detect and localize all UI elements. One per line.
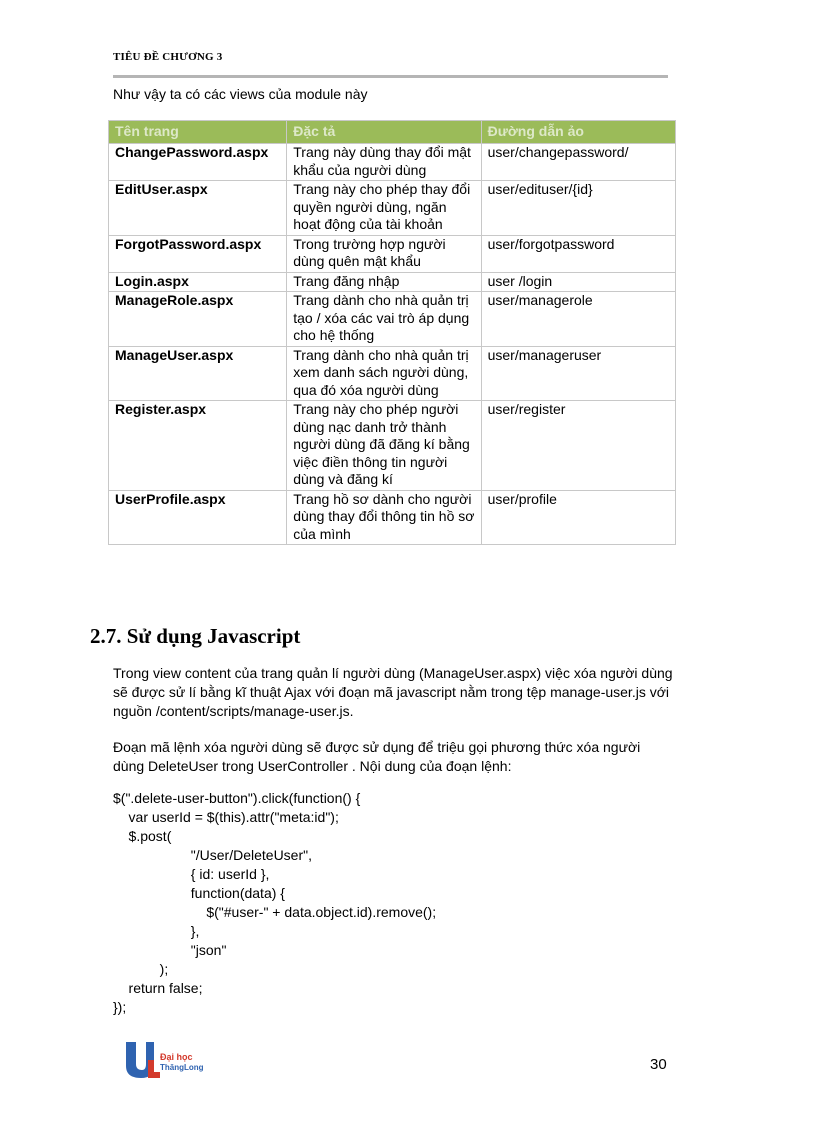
code-block: [113, 789, 436, 1017]
cell-desc: Trang hồ sơ dành cho người dùng thay đổi thông tin hồ sơ của mình: [287, 490, 481, 545]
code-line: $("#user-" + data.object.id).remove();: [113, 904, 437, 920]
table-row: [109, 401, 676, 491]
table-row: [109, 490, 676, 545]
section-title: 2.7. Sử dụng Javascript: [90, 624, 301, 648]
cell-desc: Trang đăng nhập: [287, 272, 481, 292]
code-line: );: [113, 961, 169, 977]
table-header-row: [109, 121, 676, 144]
cell-page: UserProfile.aspx: [109, 490, 287, 545]
chapter-header: TIÊU ĐỀ CHƯƠNG 3: [113, 51, 223, 63]
code-line: function(data) {: [113, 885, 285, 901]
cell-page: EditUser.aspx: [109, 181, 287, 236]
column-header-page: Tên trang: [109, 121, 287, 144]
code-line: "/User/DeleteUser",: [113, 847, 312, 863]
cell-desc: Trang dành cho nhà quản trị xem danh sách người dùng, qua đó xóa người dùng: [287, 346, 481, 401]
cell-page: ManageUser.aspx: [109, 346, 287, 401]
logo-text-line-2: ThăngLong: [160, 1063, 204, 1072]
cell-path: user/changepassword/: [481, 144, 675, 181]
code-line: },: [113, 923, 200, 939]
table-row: [109, 181, 676, 236]
header-divider: [113, 75, 668, 78]
section-paragraph-1: Trong view content của trang quản lí người dùng (ManageUser.aspx) việc xóa người dùng sẽ được sử lí bằng kĩ thuật Ajax với đoạn mã javascript nằm trong tệp manage-user.js với nguồn /content/scripts/manage-user.js.: [113, 665, 673, 719]
cell-page: Register.aspx: [109, 401, 287, 491]
code-line: $(".delete-user-button").click(function() {: [113, 790, 361, 806]
cell-page: ManageRole.aspx: [109, 292, 287, 347]
university-logo: [122, 1040, 222, 1080]
cell-path: user/profile: [481, 490, 675, 545]
code-line: { id: userId },: [113, 866, 270, 882]
page-number: 30: [650, 1056, 667, 1073]
section-paragraph-2: Đoạn mã lệnh xóa người dùng sẽ được sử dụng để triệu gọi phương thức xóa người dùng DeleteUser trong UserController . Nội dung của đoạn lệnh:: [113, 739, 641, 774]
table-row: [109, 292, 676, 347]
table-row: [109, 144, 676, 181]
cell-desc: Trang này cho phép thay đổi quyền người dùng, ngăn hoạt động của tài khoản: [287, 181, 481, 236]
cell-path: user/managerole: [481, 292, 675, 347]
code-line: });: [113, 999, 127, 1015]
code-line: "json": [113, 942, 227, 958]
cell-path: user/register: [481, 401, 675, 491]
cell-desc: Trang này dùng thay đổi mật khẩu của người dùng: [287, 144, 481, 181]
views-table: [108, 120, 676, 545]
cell-path: user/edituser/{id}: [481, 181, 675, 236]
cell-page: ChangePassword.aspx: [109, 144, 287, 181]
logo-mark-icon: [122, 1040, 162, 1080]
cell-page: Login.aspx: [109, 272, 287, 292]
code-line: $.post(: [113, 828, 172, 844]
cell-desc: Trang này cho phép người dùng nạc danh trở thành người dùng đã đăng kí bằng việc điền thông tin người dùng và đăng kí: [287, 401, 481, 491]
table-row: [109, 346, 676, 401]
table-row: [109, 235, 676, 272]
cell-path: user/forgotpassword: [481, 235, 675, 272]
code-line: var userId = $(this).attr("meta:id");: [113, 809, 339, 825]
cell-page: ForgotPassword.aspx: [109, 235, 287, 272]
table-row: [109, 272, 676, 292]
cell-path: user/manageruser: [481, 346, 675, 401]
cell-path: user /login: [481, 272, 675, 292]
logo-text-line-1: Đại học: [160, 1052, 193, 1062]
column-header-path: Đường dẫn ảo: [481, 121, 675, 144]
column-header-desc: Đặc tả: [287, 121, 481, 144]
cell-desc: Trang dành cho nhà quản trị tạo / xóa các vai trò áp dụng cho hệ thống: [287, 292, 481, 347]
cell-desc: Trong trường hợp người dùng quên mật khẩu: [287, 235, 481, 272]
code-line: return false;: [113, 980, 203, 996]
intro-text: Như vậy ta có các views của module này: [113, 86, 368, 102]
